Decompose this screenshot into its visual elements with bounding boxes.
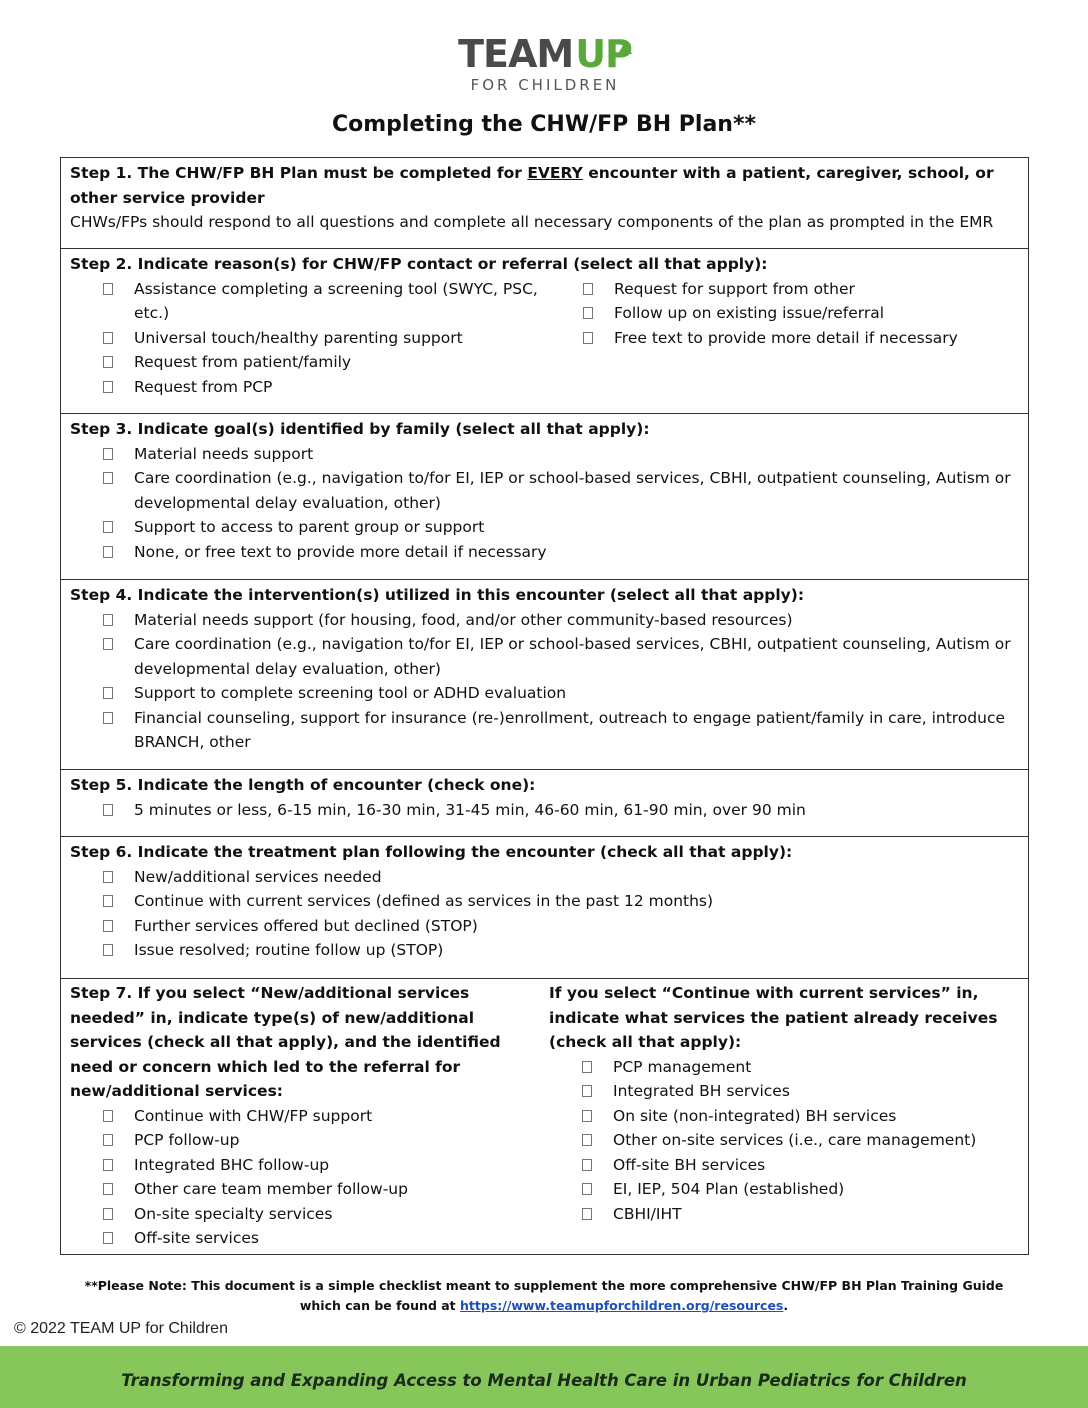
checkbox-item[interactable]: Off-site services (70, 1226, 543, 1251)
empty-checkbox-icon[interactable] (103, 332, 113, 344)
empty-checkbox-icon[interactable] (103, 1183, 113, 1195)
up-arrow-icon (618, 42, 632, 54)
steps-table (60, 157, 1029, 1255)
logo-up-text: UP (575, 32, 632, 76)
step-5-title: Step 5. Indicate the length of encounter (check one): (70, 776, 536, 794)
empty-checkbox-icon[interactable] (103, 687, 113, 699)
step-3 (61, 414, 1028, 580)
logo-wordmark (440, 32, 650, 76)
checkbox-item[interactable]: Care coordination (e.g., navigation to/for EI, IEP or school-based services, CBHI, outpatient counseling, Autism or developmental delay evaluation, other) (70, 466, 1019, 515)
empty-checkbox-icon[interactable] (582, 1061, 592, 1073)
empty-checkbox-icon[interactable] (103, 283, 113, 295)
step-7-right-title: If you select “Continue with current services” in, indicate what services the patient already receives (check all that apply): (549, 984, 998, 1051)
empty-checkbox-icon[interactable] (582, 1085, 592, 1097)
team-up-logo (440, 32, 650, 96)
step-6 (61, 837, 1028, 979)
banner-tagline: Transforming and Expanding Access to Mental Health Care in Urban Pediatrics for Children (121, 1370, 967, 1390)
checkbox-item[interactable]: Free text to provide more detail if necessary (550, 326, 1019, 351)
step-4 (61, 580, 1028, 770)
empty-checkbox-icon[interactable] (103, 712, 113, 724)
empty-checkbox-icon[interactable] (583, 332, 593, 344)
empty-checkbox-icon[interactable] (103, 614, 113, 626)
checkbox-item[interactable]: Request from PCP (70, 375, 550, 400)
step-7-left-title: Step 7. If you select “New/additional services needed” in, indicate type(s) of new/additional services (check all that apply), and the identified need or concern which led to the referral for new/additional services: (70, 984, 501, 1100)
logo-subtitle: FOR CHILDREN (470, 76, 620, 94)
checkbox-item[interactable]: Assistance completing a screening tool (SWYC, PSC, etc.) (70, 277, 550, 326)
checkbox-item[interactable]: Support to complete screening tool or ADHD evaluation (70, 681, 1019, 706)
empty-checkbox-icon[interactable] (103, 638, 113, 650)
checkbox-item[interactable]: Material needs support (70, 442, 1019, 467)
checkbox-item[interactable]: Material needs support (for housing, food, and/or other community-based resources) (70, 608, 1019, 633)
document-title: Completing the CHW/FP BH Plan** (332, 112, 756, 137)
empty-checkbox-icon[interactable] (582, 1183, 592, 1195)
step-2-right-list (550, 277, 1019, 400)
checkbox-item[interactable]: On site (non-integrated) BH services (549, 1104, 1019, 1129)
empty-checkbox-icon[interactable] (582, 1110, 592, 1122)
resources-link[interactable]: https://www.teamupforchildren.org/resources (460, 1298, 784, 1313)
checkbox-item[interactable]: 5 minutes or less, 6-15 min, 16-30 min, 31-45 min, 46-60 min, 61-90 min, over 90 min (70, 798, 1019, 823)
empty-checkbox-icon[interactable] (103, 1232, 113, 1244)
empty-checkbox-icon[interactable] (583, 307, 593, 319)
checkbox-item[interactable]: PCP management (549, 1055, 1019, 1080)
step-7-current-services (549, 981, 1019, 1256)
step-1-text: CHWs/FPs should respond to all questions and complete all necessary components of the plan as prompted in the EMR (70, 213, 994, 231)
checkbox-item[interactable]: EI, IEP, 504 Plan (established) (549, 1177, 1019, 1202)
checkbox-item[interactable]: Request from patient/family (70, 350, 550, 375)
step-1 (61, 158, 1028, 249)
empty-checkbox-icon[interactable] (103, 546, 113, 558)
checkbox-item[interactable]: CBHI/IHT (549, 1202, 1019, 1227)
checkbox-item[interactable]: Integrated BHC follow-up (70, 1153, 543, 1178)
checkbox-item[interactable]: Universal touch/healthy parenting support (70, 326, 550, 351)
footnote-line-2: which can be found at https://www.teamupforchildren.org/resources. (299, 1298, 789, 1313)
empty-checkbox-icon[interactable] (103, 448, 113, 460)
checkbox-item[interactable]: Other care team member follow-up (70, 1177, 543, 1202)
checkbox-item[interactable]: None, or free text to provide more detail if necessary (70, 540, 1019, 565)
checkbox-item[interactable]: Other on-site services (i.e., care management) (549, 1128, 1019, 1153)
empty-checkbox-icon[interactable] (583, 283, 593, 295)
empty-checkbox-icon[interactable] (103, 871, 113, 883)
empty-checkbox-icon[interactable] (582, 1159, 592, 1171)
checkbox-item[interactable]: Continue with CHW/FP support (70, 1104, 543, 1129)
empty-checkbox-icon[interactable] (103, 381, 113, 393)
copyright-notice: © 2022 TEAM UP for Children (14, 1320, 228, 1337)
checkbox-item[interactable]: Follow up on existing issue/referral (550, 301, 1019, 326)
logo-team-text: TEAM (458, 32, 574, 76)
footnote (0, 1276, 1088, 1316)
empty-checkbox-icon[interactable] (103, 920, 113, 932)
step-7-new-services (70, 981, 549, 1256)
step-2-left-list (70, 277, 550, 400)
step-7 (61, 979, 1028, 1256)
step-5 (61, 770, 1028, 837)
step-4-title: Step 4. Indicate the intervention(s) utilized in this encounter (select all that apply): (70, 586, 805, 604)
checkbox-item[interactable]: Issue resolved; routine follow up (STOP) (70, 938, 1019, 963)
empty-checkbox-icon[interactable] (103, 1110, 113, 1122)
checkbox-item[interactable]: Request for support from other (550, 277, 1019, 302)
checkbox-item[interactable]: Off-site BH services (549, 1153, 1019, 1178)
checkbox-item[interactable]: New/additional services needed (70, 865, 1019, 890)
checkbox-item[interactable]: Support to access to parent group or support (70, 515, 1019, 540)
checkbox-item[interactable]: PCP follow-up (70, 1128, 543, 1153)
checkbox-item[interactable]: Continue with current services (defined as services in the past 12 months) (70, 889, 1019, 914)
empty-checkbox-icon[interactable] (582, 1208, 592, 1220)
empty-checkbox-icon[interactable] (103, 1134, 113, 1146)
empty-checkbox-icon[interactable] (103, 521, 113, 533)
checkbox-item[interactable]: Further services offered but declined (STOP) (70, 914, 1019, 939)
empty-checkbox-icon[interactable] (103, 895, 113, 907)
empty-checkbox-icon[interactable] (103, 356, 113, 368)
checkbox-item[interactable]: Financial counseling, support for insurance (re-)enrollment, outreach to engage patient/family in care, introduce BRANCH, other (70, 706, 1019, 755)
footnote-line-1: **Please Note: This document is a simple checklist meant to supplement the more comprehensive CHW/FP BH Plan Training Guide (84, 1278, 1004, 1293)
empty-checkbox-icon[interactable] (103, 1208, 113, 1220)
step-2 (61, 249, 1028, 414)
checkbox-item[interactable]: On-site specialty services (70, 1202, 543, 1227)
step-6-title: Step 6. Indicate the treatment plan following the encounter (check all that apply): (70, 843, 793, 861)
empty-checkbox-icon[interactable] (103, 1159, 113, 1171)
step-2-title: Step 2. Indicate reason(s) for CHW/FP contact or referral (select all that apply): (70, 255, 768, 273)
step-3-title: Step 3. Indicate goal(s) identified by family (select all that apply): (70, 420, 650, 438)
step-1-title: Step 1. The CHW/FP BH Plan must be completed for EVERY encounter with a patient, caregiver, school, or other service provider (70, 164, 994, 207)
empty-checkbox-icon[interactable] (103, 472, 113, 484)
checkbox-item[interactable]: Care coordination (e.g., navigation to/for EI, IEP or school-based services, CBHI, outpatient counseling, Autism or developmental delay evaluation, other) (70, 632, 1019, 681)
footer-banner (0, 1346, 1088, 1408)
empty-checkbox-icon[interactable] (582, 1134, 592, 1146)
empty-checkbox-icon[interactable] (103, 944, 113, 956)
checkbox-item[interactable]: Integrated BH services (549, 1079, 1019, 1104)
empty-checkbox-icon[interactable] (103, 804, 113, 816)
